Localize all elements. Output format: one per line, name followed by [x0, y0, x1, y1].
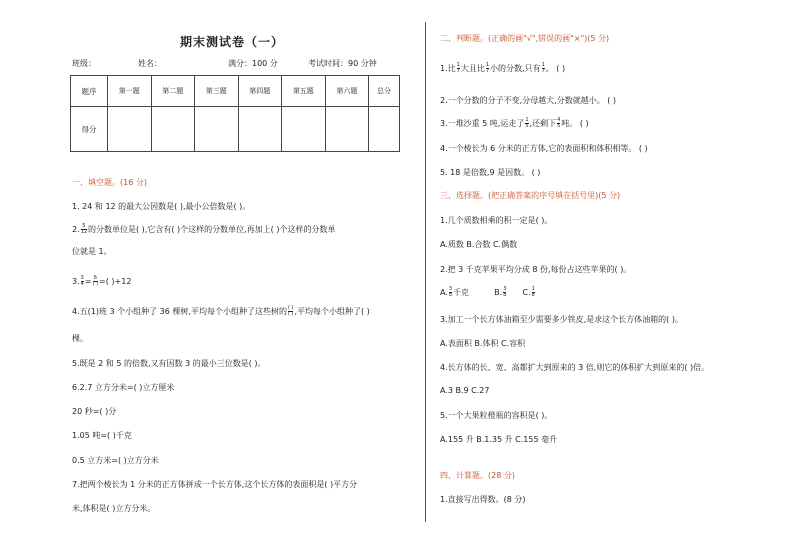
table-cell: 得分 [71, 107, 108, 152]
fraction-numerator: 3 [503, 286, 507, 292]
question-text: 2.一个分数的分子不变,分母越大,分数就越小。 ( ) [440, 96, 617, 105]
fraction-denominator: ( ) [287, 311, 294, 317]
section-title-calculation: 四、计算题。(28 分) [440, 471, 515, 480]
answer-options: A.3 B.9 C.27 [440, 386, 490, 395]
answer-options: A.155 升 B.1.35 升 C.155 毫升 [440, 435, 558, 444]
question-text-part: 2. [72, 225, 80, 234]
question-text: 20 秒=( )分 [72, 407, 117, 416]
option-label: B. [494, 288, 503, 297]
page-title: 期末测试卷（一） [179, 35, 284, 49]
fraction [557, 118, 560, 129]
question-text: 5.一个大果粒橙瓶的容积是( )。 [440, 411, 553, 420]
question-text-part: =( )+12 [99, 277, 132, 286]
fraction [486, 63, 489, 74]
full-score-label: 满分：100 分 [228, 59, 278, 68]
table-cell: 总分 [369, 76, 400, 107]
section-title-true-false: 二、判断题。(正确的画"√",错误的画"×")(5 分) [440, 34, 610, 43]
fraction-numerator: 3 [448, 286, 453, 292]
answer-options [440, 287, 536, 298]
question-text [72, 276, 131, 287]
question-text: 7.把两个棱长为 1 分米的正方体拼成一个长方体,这个长方体的表面积是( )平方分 [72, 480, 358, 489]
score-entry-cell[interactable] [108, 107, 152, 152]
fraction-denominator: 5 [525, 123, 529, 129]
question-text: 1.直接写出得数。(8 分) [440, 495, 526, 504]
name-label: 姓名： [138, 59, 162, 68]
fraction [449, 287, 452, 298]
fraction [542, 63, 545, 74]
fraction-numerator: 5 [82, 223, 86, 229]
question-text: 0.5 立方米=( )立方分米 [72, 456, 159, 465]
question-text: 6.2.7 立方分米=( )立方厘米 [72, 383, 175, 392]
fraction [81, 276, 84, 287]
question-text: 1.05 吨=( )千克 [72, 431, 132, 440]
score-entry-cell[interactable] [369, 107, 400, 152]
question-text-part: 大且比 [460, 64, 485, 73]
score-entry-cell[interactable] [282, 107, 326, 152]
question-text-part: 3. [72, 277, 80, 286]
fraction [503, 287, 506, 298]
table-cell: 第二题 [151, 76, 195, 107]
question-text: 1.几个质数相乘的积一定是( )。 [440, 216, 553, 225]
option-unit: 千克 [453, 288, 470, 297]
question-text-part: 吨。 ( ) [561, 119, 589, 128]
fraction-numerator: ( ) [287, 305, 294, 311]
question-text: 位就是 1。 [72, 247, 112, 256]
question-text-part: 的分数单位是( ),它含有( )个这样的分数单位,再加上( )个这样的分数单 [88, 225, 336, 234]
fraction-numerator: 3 [80, 275, 84, 281]
question-text: 4.长方体的长、宽、高都扩大到原来的 3 倍,则它的体积扩大到原来的( )倍。 [440, 363, 710, 372]
question-text-part: ,平均每个小组种了( ) [294, 307, 370, 316]
fraction-numerator: 1 [541, 62, 545, 68]
score-table-score-row [71, 107, 400, 152]
question-text: 1. 24 和 12 的最大公因数是( ),最小公倍数是( )。 [72, 202, 251, 211]
fraction-denominator: 8 [448, 292, 453, 298]
question-text-part: 4.五(1)班 3 个小组种了 36 棵树,平均每个小组种了这些树的 [72, 307, 287, 316]
fraction [457, 63, 460, 74]
score-entry-cell[interactable] [151, 107, 195, 152]
column-divider [425, 22, 426, 522]
fraction-denominator: 12 [80, 229, 88, 235]
question-text-part: 1.比 [440, 64, 456, 73]
fraction-denominator: 7 [485, 68, 490, 74]
question-text-part: ,还剩下 [529, 119, 557, 128]
question-text: 3.加工一个长方体油箱至少需要多少铁皮,是求这个长方体油箱的( )。 [440, 315, 683, 324]
question-text: 5. 18 是倍数,9 是因数。 ( ) [440, 168, 541, 177]
score-table-header-row [71, 76, 400, 107]
fraction [288, 306, 294, 317]
table-cell: 第四题 [238, 76, 282, 107]
fraction-denominator: 5 [557, 123, 561, 129]
table-cell: 第五题 [282, 76, 326, 107]
table-cell: 题序 [71, 76, 108, 107]
fraction-numerator: 4 [557, 117, 561, 123]
fraction-denominator: 4 [80, 281, 84, 287]
question-text: 米,体积是( )立方分米。 [72, 504, 156, 513]
question-text [72, 306, 370, 317]
student-info-line [72, 58, 402, 69]
fraction-numerator: 1 [485, 62, 490, 68]
table-cell: 第六题 [325, 76, 369, 107]
score-entry-cell[interactable] [238, 107, 282, 152]
class-label: 班级： [72, 59, 96, 68]
question-text-part: 3.一堆沙重 5 吨,运走了 [440, 119, 525, 128]
question-text: 5.既是 2 和 5 的倍数,又有因数 3 的最小三位数是( )。 [72, 359, 266, 368]
fraction-denominator: 8 [503, 292, 507, 298]
section-title-fill-blank: 一、填空题。(16 分) [72, 178, 147, 187]
question-text-part: = [84, 277, 92, 286]
fraction [532, 287, 535, 298]
question-text [440, 63, 565, 74]
fraction [93, 276, 99, 287]
fraction-denominator: 8 [531, 292, 535, 298]
question-text: 4.一个棱长为 6 分米的正方体,它的表面积和体积相等。 ( ) [440, 144, 648, 153]
score-entry-cell[interactable] [325, 107, 369, 152]
fraction-numerator: 6 [93, 275, 97, 281]
exam-time-label: 考试时间：90 分钟 [308, 59, 377, 68]
question-text [72, 224, 335, 235]
answer-options: A.表面积 B.体积 C.容积 [440, 339, 526, 348]
question-text: 2.把 3 千克苹果平均分成 8 份,每份占这些苹果的( )。 [440, 265, 632, 274]
option-label: C. [522, 288, 531, 297]
fraction-numerator: 1 [456, 62, 460, 68]
fraction-numerator: 1 [531, 286, 535, 292]
question-text-part: 小的分数,只有 [490, 64, 541, 73]
fraction-denominator: ( ) [92, 281, 99, 287]
score-table [70, 75, 400, 152]
fraction [525, 118, 528, 129]
fraction [81, 224, 87, 235]
fraction-denominator: 7 [541, 68, 545, 74]
question-text: 棵。 [72, 334, 88, 343]
question-text [440, 118, 589, 129]
section-title-multiple-choice: 三、选择题。(把正确答案的序号填在括号里)(5 分) [440, 191, 621, 200]
table-cell: 第一题 [108, 76, 152, 107]
table-cell: 第三题 [195, 76, 239, 107]
answer-options: A.质数 B.合数 C.偶数 [440, 240, 518, 249]
option-label: A. [440, 288, 448, 297]
fraction-numerator: 1 [525, 117, 529, 123]
score-entry-cell[interactable] [195, 107, 239, 152]
fraction-denominator: 7 [456, 68, 460, 74]
question-text-part: 。 ( ) [545, 64, 566, 73]
